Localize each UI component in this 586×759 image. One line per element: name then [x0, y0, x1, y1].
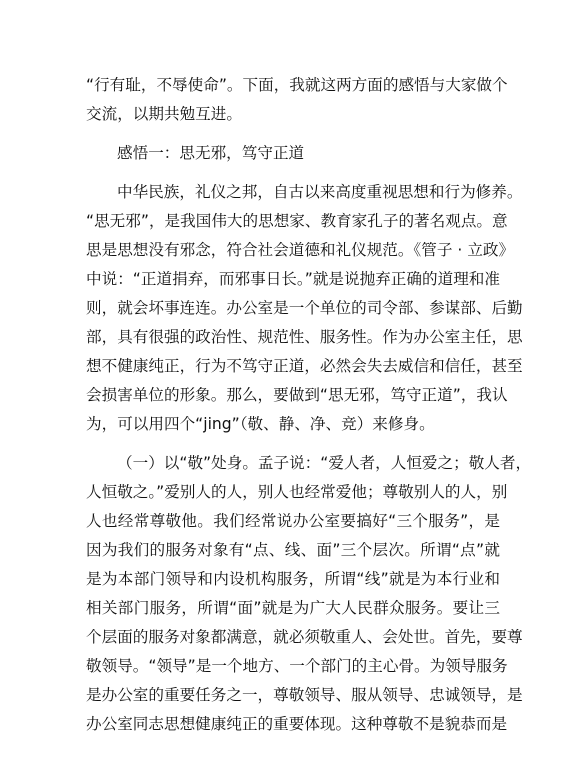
text-line: 相关部门服务，所谓“面”就是为广大人民群众服务。要让三 [86, 599, 500, 617]
body-paragraph [86, 178, 523, 439]
text-line: 会损害单位的形象。那么，要做到“思无邪，笃守正道”，我认 [86, 386, 508, 404]
text-line: 人也经常尊敬他。我们经常说办公室要搞好“三个服务”，是 [86, 512, 500, 530]
text-line: 中说：“正道捐弃，而邪事日长。”就是说抛弃正确的道理和准 [86, 270, 500, 288]
text-line: 办公室同志思想健康纯正的重要体现。这种尊敬不是貌恭而是 [86, 715, 508, 733]
text-line: 敬领导。“领导”是一个地方、一个部门的主心骨。为领导服务 [86, 657, 508, 675]
text-line: “思无邪”，是我国伟大的思想家、教育家孔子的著名观点。意 [86, 212, 508, 230]
section-heading: 感悟一：思无邪，笃守正道 [117, 144, 305, 162]
text-line: 个层面的服务对象都满意，就必须敬重人、会处世。首先，要尊 [86, 628, 523, 646]
text-line: 人恒敬之。”爱别人的人，别人也经常爱他；尊敬别人的人，别 [86, 483, 508, 501]
body-paragraph [86, 449, 532, 739]
text-line: 交流，以期共勉互进。 [86, 105, 242, 123]
text-line: 想不健康纯正，行为不笃守正道，必然会失去威信和信任，甚至 [86, 357, 523, 375]
text-line: 部，具有很强的政治性、规范性、服务性。作为办公室主任，思 [86, 328, 523, 346]
text-line: “行有耻，不辱使命”。下面，我就这两方面的感悟与大家做个 [86, 76, 508, 94]
text-line: 因为我们的服务对象有“点、线、面”三个层次。所谓“点”就 [86, 541, 500, 559]
text-line: 是为本部门领导和内设机构服务，所谓“线”就是为本行业和 [86, 570, 500, 588]
document-body [86, 71, 532, 739]
text-line: 则，就会坏事连连。办公室是一个单位的司令部、参谋部、后勤 [86, 299, 523, 317]
text-line: 思是思想没有邪念，符合社会道德和礼仪规范。《管子 · 立政》 [86, 241, 515, 259]
text-line: 为，可以用四个“jing”（敬、静、净、竞）来修身。 [86, 415, 435, 433]
text-line: （一）以“敬”处身。孟子说：“爱人者，人恒爱之；敬人者， [117, 454, 532, 472]
text-line: 中华民族，礼仪之邦，自古以来高度重视思想和行为修养。 [117, 183, 523, 201]
text-line: 是办公室的重要任务之一，尊敬领导、服从领导、忠诚领导，是 [86, 686, 523, 704]
intro-paragraph [86, 71, 508, 129]
